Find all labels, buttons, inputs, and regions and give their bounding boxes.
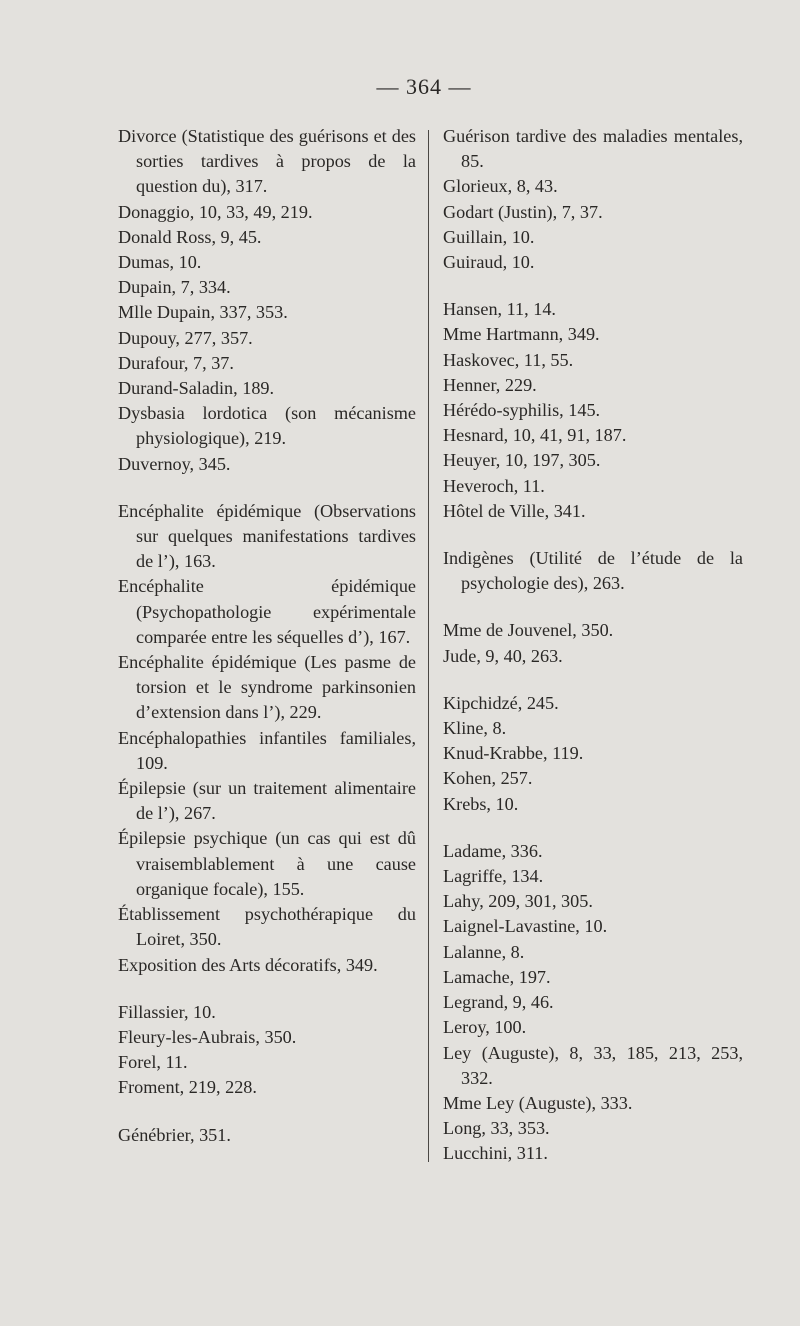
index-entry: Donald Ross, 9, 45. [118,226,262,247]
index-entry: Durafour, 7, 37. [118,352,234,373]
index-entry: Henner, 229. [443,374,537,395]
index-entry: Fillassier, 10. [118,1001,216,1022]
index-entry: Knud-Krabbe, 119. [443,743,584,764]
index-entry: Laignel-Lavastine, 10. [443,916,608,937]
index-entry: Mlle Dupain, 337, 353. [118,302,288,323]
index-entry: Kline, 8. [443,718,507,739]
index-entry: Legrand, 9, 46. [443,992,554,1013]
index-entry: Lamache, 197. [443,966,551,987]
index-entry: Lalanne, 8. [443,941,525,962]
index-entry: Exposition des Arts décoratifs, 349. [118,954,378,975]
page-number: — 364 — [376,74,472,99]
index-entry: Encéphalite épidémique (Psychopathologie expérimentale comparée entre les séquelles d’), 167. [118,576,416,647]
index-entry: Hesnard, 10, 41, 91, 187. [443,425,627,446]
index-entry: Godart (Justin), 7, 37. [443,201,603,222]
column-divider [428,130,429,1162]
index-entry: Donaggio, 10, 33, 49, 219. [118,201,313,222]
index-entry: Mme Hartmann, 349. [443,324,600,345]
index-entry: Mme de Jouvenel, 350. [443,620,614,641]
index-entry: Guillain, 10. [443,226,535,247]
index-entry: Hérédo-syphilis, 145. [443,400,601,421]
index-entry: Encéphalite épidémique (Les pasme de torsion et le syndrome parkinsonien d’extension dans l’), 229. [118,652,416,723]
index-entry: Lucchini, 311. [443,1143,548,1164]
index-entry: Guiraud, 10. [443,252,535,273]
index-entry: Lahy, 209, 301, 305. [443,891,593,912]
index-entry: Dupain, 7, 334. [118,277,231,298]
index-entry: Mme Ley (Auguste), 333. [443,1092,633,1113]
index-entry: Long, 33, 353. [443,1118,550,1139]
index-entry: Fleury-les-Aubrais, 350. [118,1026,297,1047]
index-entry: Épilepsie psychique (un cas qui est dû vraisemblablement à une cause organique focale), 155. [118,828,416,899]
index-entry: Durand-Saladin, 189. [118,378,275,399]
index-entry: Dupouy, 277, 357. [118,327,253,348]
index-entry: Glorieux, 8, 43. [443,176,558,197]
index-entry: Génébrier, 351. [118,1124,231,1145]
index-entry: Épilepsie (sur un traitement alimentaire de l’), 267. [118,778,416,824]
index-entry: Heveroch, 11. [443,475,545,496]
index-entry: Duvernoy, 345. [118,453,231,474]
index-entry: Kohen, 257. [443,768,533,789]
index-entry: Ladame, 336. [443,840,543,861]
index-entry: Dumas, 10. [118,252,202,273]
index-entry: Forel, 11. [118,1052,188,1073]
index-entry: Hansen, 11, 14. [443,299,556,320]
index-entry: Jude, 9, 40, 263. [443,645,563,666]
index-entry: Haskovec, 11, 55. [443,349,574,370]
index-entry: Indigènes (Utilité de l’étude de la psychologie des), 263. [443,548,743,594]
index-entry: Leroy, 100. [443,1017,527,1038]
index-entry: Guérison tardive des maladies mentales, 85. [443,126,743,172]
index-entry: Lagriffe, 134. [443,866,544,887]
index-entry: Kipchidzé, 245. [443,692,559,713]
index-entry: Encéphalite épidémique (Observations sur quelques manifestations tardives de l’), 163. [118,500,416,572]
index-entry: Froment, 219, 228. [118,1077,257,1098]
index-entry: Hôtel de Ville, 341. [443,500,586,521]
index-entry: Divorce (Statistique des guérisons et des sorties tardives à propos de la question du), 317. [118,126,416,197]
index-entry: Ley (Auguste), 8, 33, 185, 213, 253, 332. [443,1042,743,1088]
index-entry: Heuyer, 10, 197, 305. [443,450,601,471]
index-entry: Dysbasia lordotica (son mécanisme physiologique), 219. [118,403,416,449]
index-entry: Encéphalopathies infantiles familiales, 109. [118,727,416,773]
index-entry: Établissement psychothérapique du Loiret, 350. [118,904,416,950]
right-index-column [443,124,743,1167]
left-index-column [118,124,416,1148]
index-entry: Krebs, 10. [443,793,519,814]
